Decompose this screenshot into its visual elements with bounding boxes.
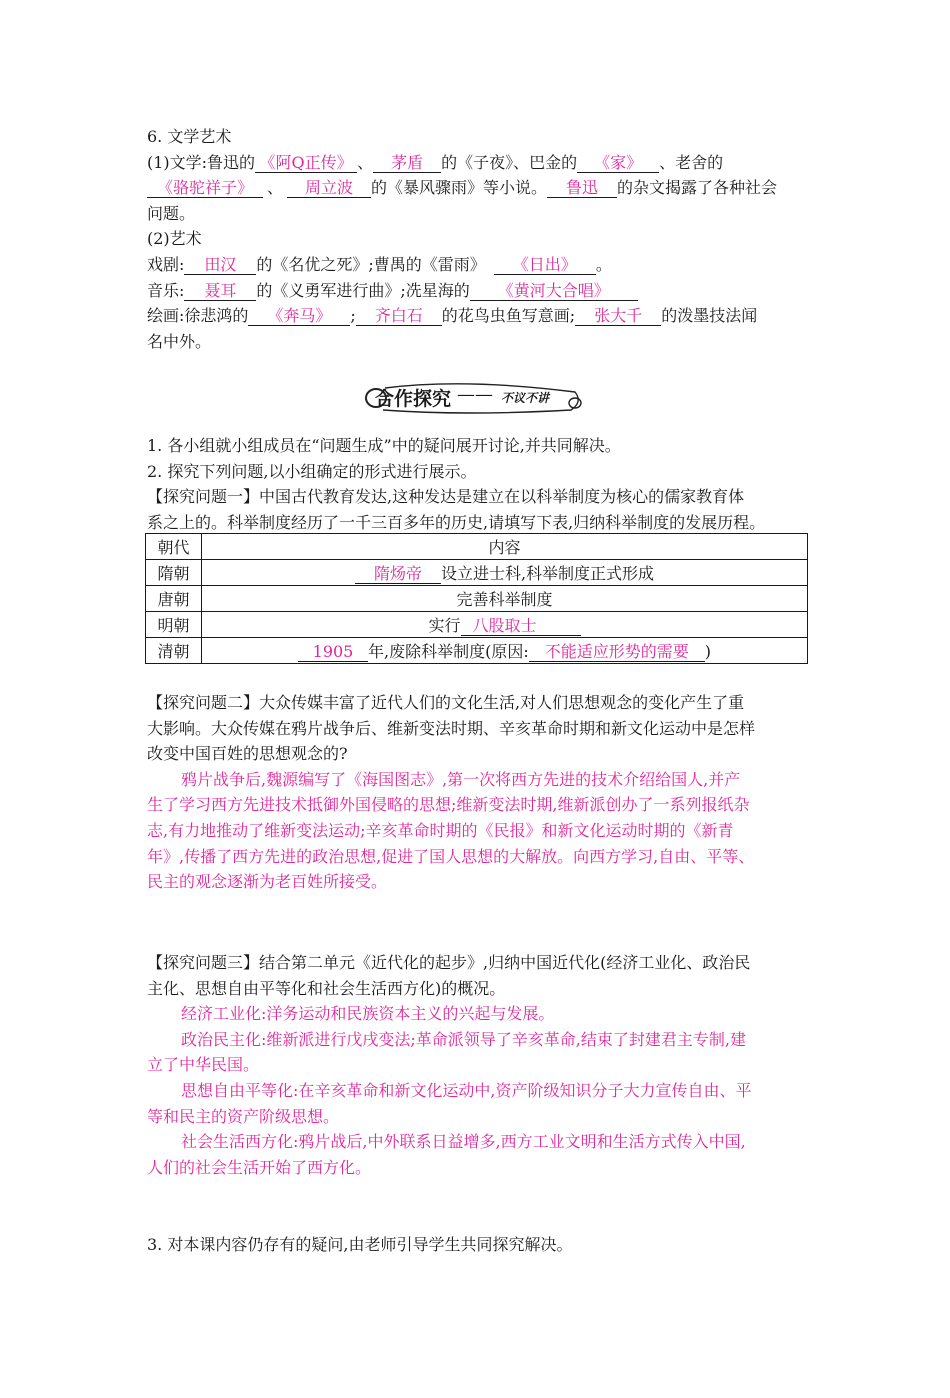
answer-blank: 不能适应形势的需要 <box>529 642 705 662</box>
question-1-line-1: 【探究问题一】中国古代教育发达,这种发达是建立在以科举制度为核心的儒家教育体 <box>147 487 745 507</box>
answer-blank: 周立波 <box>287 178 371 198</box>
answer-3-line-7: 人们的社会生活开始了西方化。 <box>147 1157 372 1177</box>
table-cell: 清朝 <box>146 638 202 664</box>
table-row <box>146 612 808 638</box>
answer-3-line-3: 立了中华民国。 <box>147 1055 260 1075</box>
answer-3-line-2: 政治民主化:维新派进行戊戌变法;革命派领导了辛亥革命,结束了封建君主专制,建 <box>181 1029 746 1049</box>
answer-3-line-6: 社会生活西方化:鸦片战后,中外联系日益增多,西方工业文明和生活方式传入中国, <box>181 1132 746 1152</box>
step-3-block <box>147 1232 813 1258</box>
table-cell: 明朝 <box>146 612 202 638</box>
answer-blank: 田汉 <box>184 255 256 275</box>
drama-line: 戏剧: 田汉 的《名优之死》;曹禺的《雷雨》 《日出》 。 <box>147 254 612 274</box>
question-1-line-2: 系之上的。科举制度经历了一千三百多年的历史,请填写下表,归纳科举制度的发展历程。 <box>147 512 766 532</box>
table-header: 内容 <box>202 534 808 560</box>
question-2-line-2: 大影响。大众传媒在鸦片战争后、维新变法时期、辛亥革命时期和新文化运动中是怎样 <box>147 718 756 738</box>
table-cell: 唐朝 <box>146 586 202 612</box>
answer-2-line-1: 鸦片战争后,魏源编写了《海国图志》,第一次将西方先进的技术介绍给国人,并产 <box>181 769 741 789</box>
answer-blank: 《奔马》 <box>248 306 350 326</box>
step-1: 1. 各小组就小组成员在“问题生成”中的疑问展开讨论,并共同解决。 <box>147 436 621 455</box>
step-3: 3. 对本课内容仍存有的疑问,由老师引导学生共同探究解决。 <box>147 1235 573 1254</box>
table-cell: 完善科举制度 <box>202 586 808 612</box>
section-banner <box>365 380 587 414</box>
section-literature-art <box>147 124 813 354</box>
table-header: 朝代 <box>146 534 202 560</box>
answer-blank: 《家》 <box>577 153 659 173</box>
banner-title: 合作探究 <box>375 388 452 410</box>
banner-dash: —— <box>457 384 493 405</box>
answer-2-line-2: 生了学习西方先进技术抵御外国侵略的思想;维新变法时期,维新派创办了一系列报纸杂 <box>147 795 750 815</box>
painting-line-2: 名中外。 <box>147 331 212 351</box>
answer-blank: 鲁迅 <box>547 178 617 198</box>
question-3-line-1: 【探究问题三】结合第二单元《近代化的起步》,归纳中国近代化(经济工业化、政治民 <box>147 953 751 972</box>
answer-blank: 隋炀帝 <box>355 564 441 584</box>
painting-line: 绘画:徐悲鸿的 《奔马》 ; 齐白石 的花鸟虫鱼写意画; 张大千 的泼墨技法闻 <box>147 306 758 326</box>
answer-blank: 张大千 <box>575 306 661 326</box>
answer-blank: 茅盾 <box>373 153 441 173</box>
steps <box>147 433 813 535</box>
table-cell: 隋炀帝 设立进士科,科举制度正式形成 <box>202 560 808 586</box>
table-row <box>146 638 808 664</box>
question-2 <box>147 690 813 895</box>
table-cell: 实行 八股取士 <box>202 612 808 638</box>
answer-blank: 《阿Q正传》 <box>255 153 357 173</box>
table-header-row <box>146 534 808 560</box>
answer-2-line-4: 年》,传播了西方先进的政治思想,促进了国人思想的大解放。向西方学习,自由、平等、 <box>147 846 755 866</box>
step-2: 2. 探究下列问题,以小组确定的形式进行展示。 <box>147 461 477 481</box>
section-title: 6. 文学艺术 <box>147 127 232 146</box>
question-2-line-1: 【探究问题二】大众传媒丰富了近代人们的文化生活,对人们思想观念的变化产生了重 <box>147 693 745 712</box>
imperial-exam-table <box>145 533 808 664</box>
banner-subtitle: 不议不讲 <box>501 391 550 405</box>
literature-line-1: (1)文学:鲁迅的 《阿Q正传》 、 茅盾 的《子夜》、巴金的 《家》 、老舍的 <box>147 152 724 172</box>
question-3-line-2: 主化、思想自由平等化和社会生活西方化)的概况。 <box>147 978 506 998</box>
music-line: 音乐: 聂耳 的《义勇军进行曲》;冼星海的 《黄河大合唱》 <box>147 278 813 304</box>
answer-blank: 《黄河大合唱》 <box>470 281 638 301</box>
answer-blank: 齐白石 <box>356 306 442 326</box>
table-row <box>146 560 808 586</box>
art-label: (2)艺术 <box>147 229 202 249</box>
answer-3-line-4: 思想自由平等化:在辛亥革命和新文化运动中,资产阶级知识分子大力宣传自由、平 <box>181 1080 752 1100</box>
answer-2-line-3: 志,有力地推动了维新变法运动;辛亥革命时期的《民报》和新文化运动时期的《新青 <box>147 820 734 840</box>
answer-2-line-5: 民主的观念逐渐为老百姓所接受。 <box>147 872 388 892</box>
answer-3-line-5: 等和民主的资产阶级思想。 <box>147 1106 340 1126</box>
literature-line-3: 问题。 <box>147 203 196 223</box>
answer-blank: 《日出》 <box>494 255 596 275</box>
answer-blank: 八股取士 <box>461 616 581 636</box>
question-2-line-3: 改变中国百姓的思想观念的? <box>147 744 348 764</box>
table-cell: 隋朝 <box>146 560 202 586</box>
answer-blank: 1905 <box>298 642 368 662</box>
answer-3-line-1: 经济工业化:洋务运动和民族资本主义的兴起与发展。 <box>181 1004 555 1024</box>
question-3 <box>147 950 813 1180</box>
answer-blank: 《骆驼祥子》 <box>147 178 263 198</box>
answer-blank: 聂耳 <box>184 281 256 301</box>
literature-line-2: 《骆驼祥子》 、 周立波 的《暴风骤雨》等小说。 鲁迅 的杂文揭露了各种社会 <box>147 175 813 201</box>
table-cell: 1905 年,废除科举制度(原因: 不能适应形势的需要 ) <box>202 638 808 664</box>
table-row <box>146 586 808 612</box>
